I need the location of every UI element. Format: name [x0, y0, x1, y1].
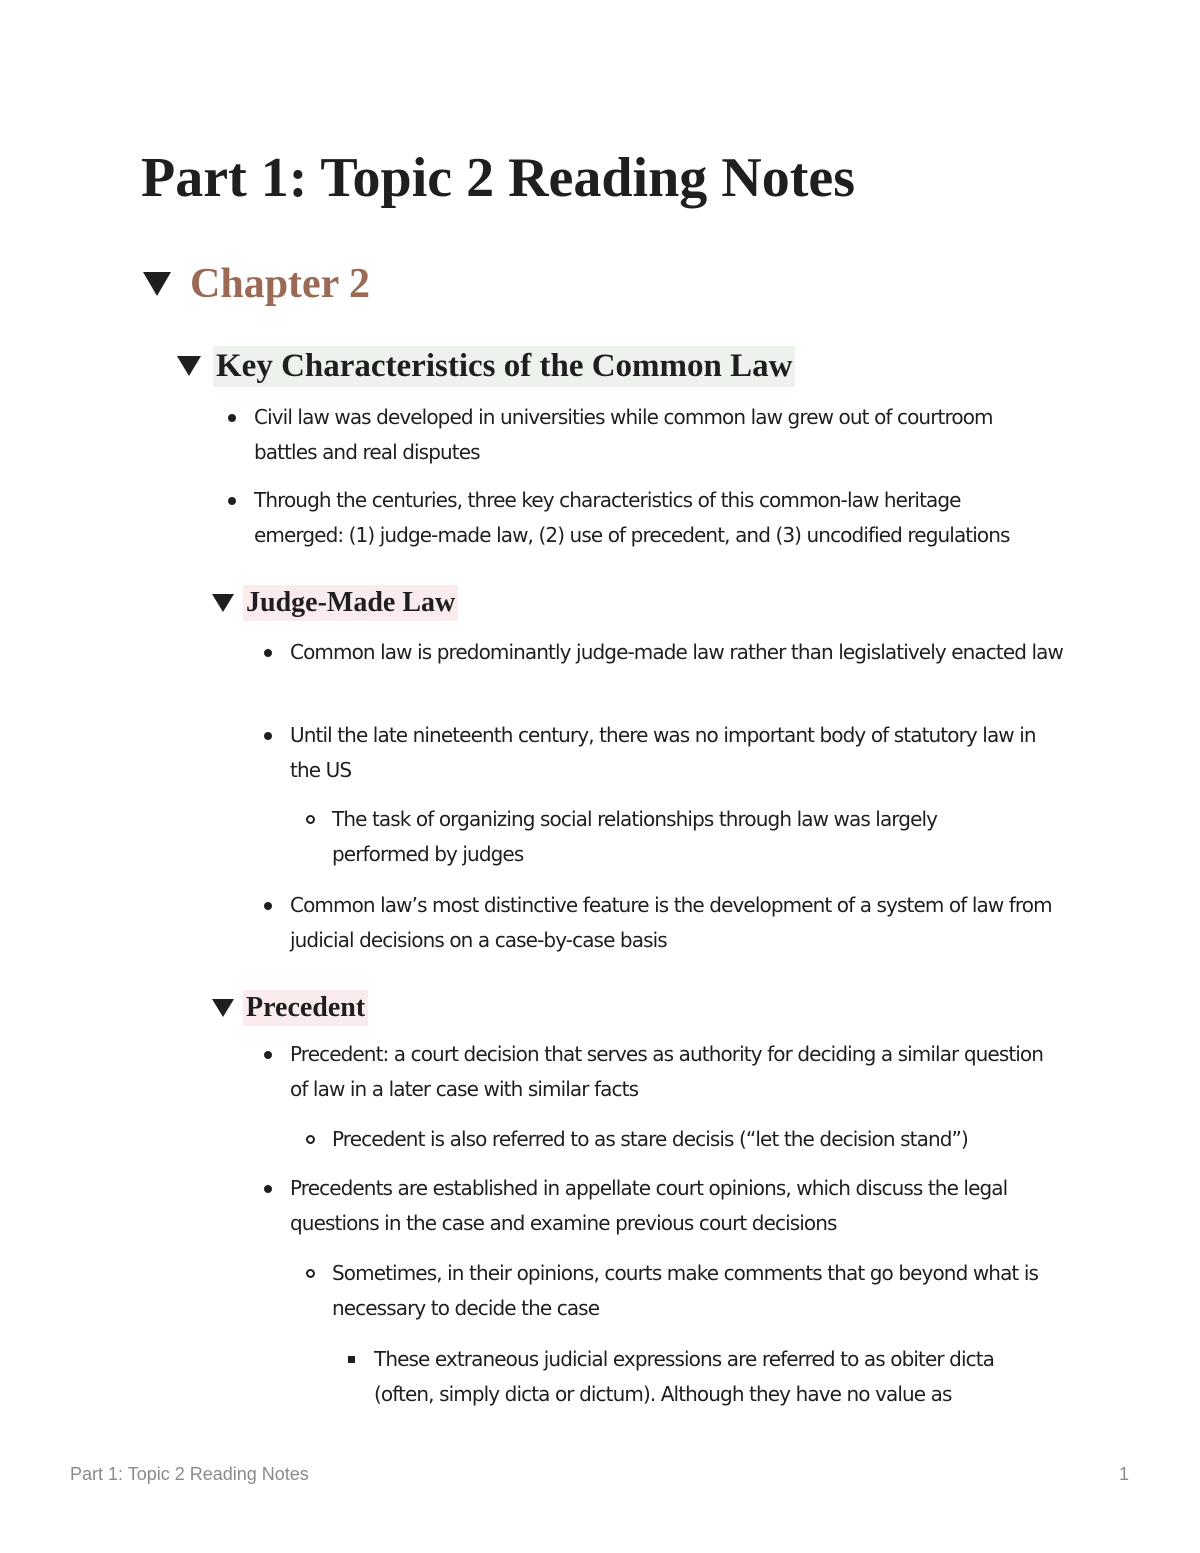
- list-item: [290, 1037, 1050, 1107]
- toggle-chapter-2[interactable]: [143, 256, 370, 312]
- hollow-circle-bullet-icon: [306, 1135, 315, 1144]
- hollow-circle-bullet-icon: [306, 1269, 315, 1278]
- list-item: [290, 635, 1070, 670]
- list-item: [332, 1256, 1072, 1326]
- key-characteristics-heading: Key Characteristics of the Common Law: [213, 346, 795, 387]
- filled-disc-bullet-icon: [264, 732, 272, 740]
- filled-disc-bullet-icon: [228, 414, 236, 422]
- toggle-key-characteristics[interactable]: [177, 344, 795, 388]
- page-number: 1: [1118, 1464, 1129, 1484]
- list-item-text: Precedent is also referred to as stare decisis (“let the decision stand”): [332, 1127, 968, 1151]
- toggle-judge-made-law[interactable]: [212, 583, 458, 623]
- filled-disc-bullet-icon: [228, 497, 236, 505]
- toggle-triangle-down-icon[interactable]: [212, 594, 234, 612]
- list-item-text: Common law is predominantly judge-made law rather than legislatively enacted law: [290, 640, 1063, 664]
- hollow-circle-bullet-icon: [306, 815, 315, 824]
- list-item-text: These extraneous judicial expressions are referred to as obiter dicta (often, simply dicta or dictum). Although they have no value as: [374, 1347, 994, 1406]
- toggle-triangle-down-icon[interactable]: [177, 356, 201, 376]
- list-item-text: Until the late nineteenth century, there was no important body of statutory law in the US: [290, 723, 1036, 782]
- precedent-heading: Precedent: [243, 990, 368, 1026]
- list-item: [290, 718, 1070, 788]
- list-item: [290, 888, 1070, 958]
- list-item-text: Sometimes, in their opinions, courts make comments that go beyond what is necessary to decide the case: [332, 1261, 1038, 1320]
- list-item-text: Precedent: a court decision that serves as authority for deciding a similar question of law in a later case with similar facts: [290, 1042, 1044, 1101]
- list-item: [374, 1342, 1034, 1412]
- toggle-triangle-down-icon[interactable]: [143, 272, 171, 296]
- judge-made-law-heading: Judge-Made Law: [243, 585, 458, 621]
- list-item: [254, 400, 1034, 470]
- list-item-text: The task of organizing social relationships through law was largely performed by judges: [332, 807, 938, 866]
- toggle-precedent[interactable]: [212, 988, 368, 1028]
- list-item: [332, 1122, 1072, 1157]
- page-title: Part 1: Topic 2 Reading Notes: [141, 147, 855, 209]
- filled-disc-bullet-icon: [264, 1185, 272, 1193]
- chapter-heading: Chapter 2: [190, 261, 371, 307]
- list-item-text: Common law’s most distinctive feature is the development of a system of law from judicial decisions on a case-by-case basis: [290, 893, 1052, 952]
- list-item-text: Through the centuries, three key characteristics of this common-law heritage emerged: (1) judge-made law, (2) use of precedent, and (3) uncodified regulations: [254, 488, 1010, 547]
- filled-square-bullet-icon: [348, 1356, 355, 1363]
- list-item-text: Civil law was developed in universities while common law grew out of courtroom battles and real disputes: [254, 405, 993, 464]
- filled-disc-bullet-icon: [264, 649, 272, 657]
- filled-disc-bullet-icon: [264, 902, 272, 910]
- footer-title: Part 1: Topic 2 Reading Notes: [70, 1464, 309, 1484]
- list-item: [254, 483, 1034, 553]
- list-item-text: Precedents are established in appellate court opinions, which discuss the legal questions in the case and examine previous court decisions: [290, 1176, 1008, 1235]
- list-item: [332, 802, 992, 872]
- toggle-triangle-down-icon[interactable]: [212, 999, 234, 1017]
- list-item: [290, 1171, 1050, 1241]
- filled-disc-bullet-icon: [264, 1051, 272, 1059]
